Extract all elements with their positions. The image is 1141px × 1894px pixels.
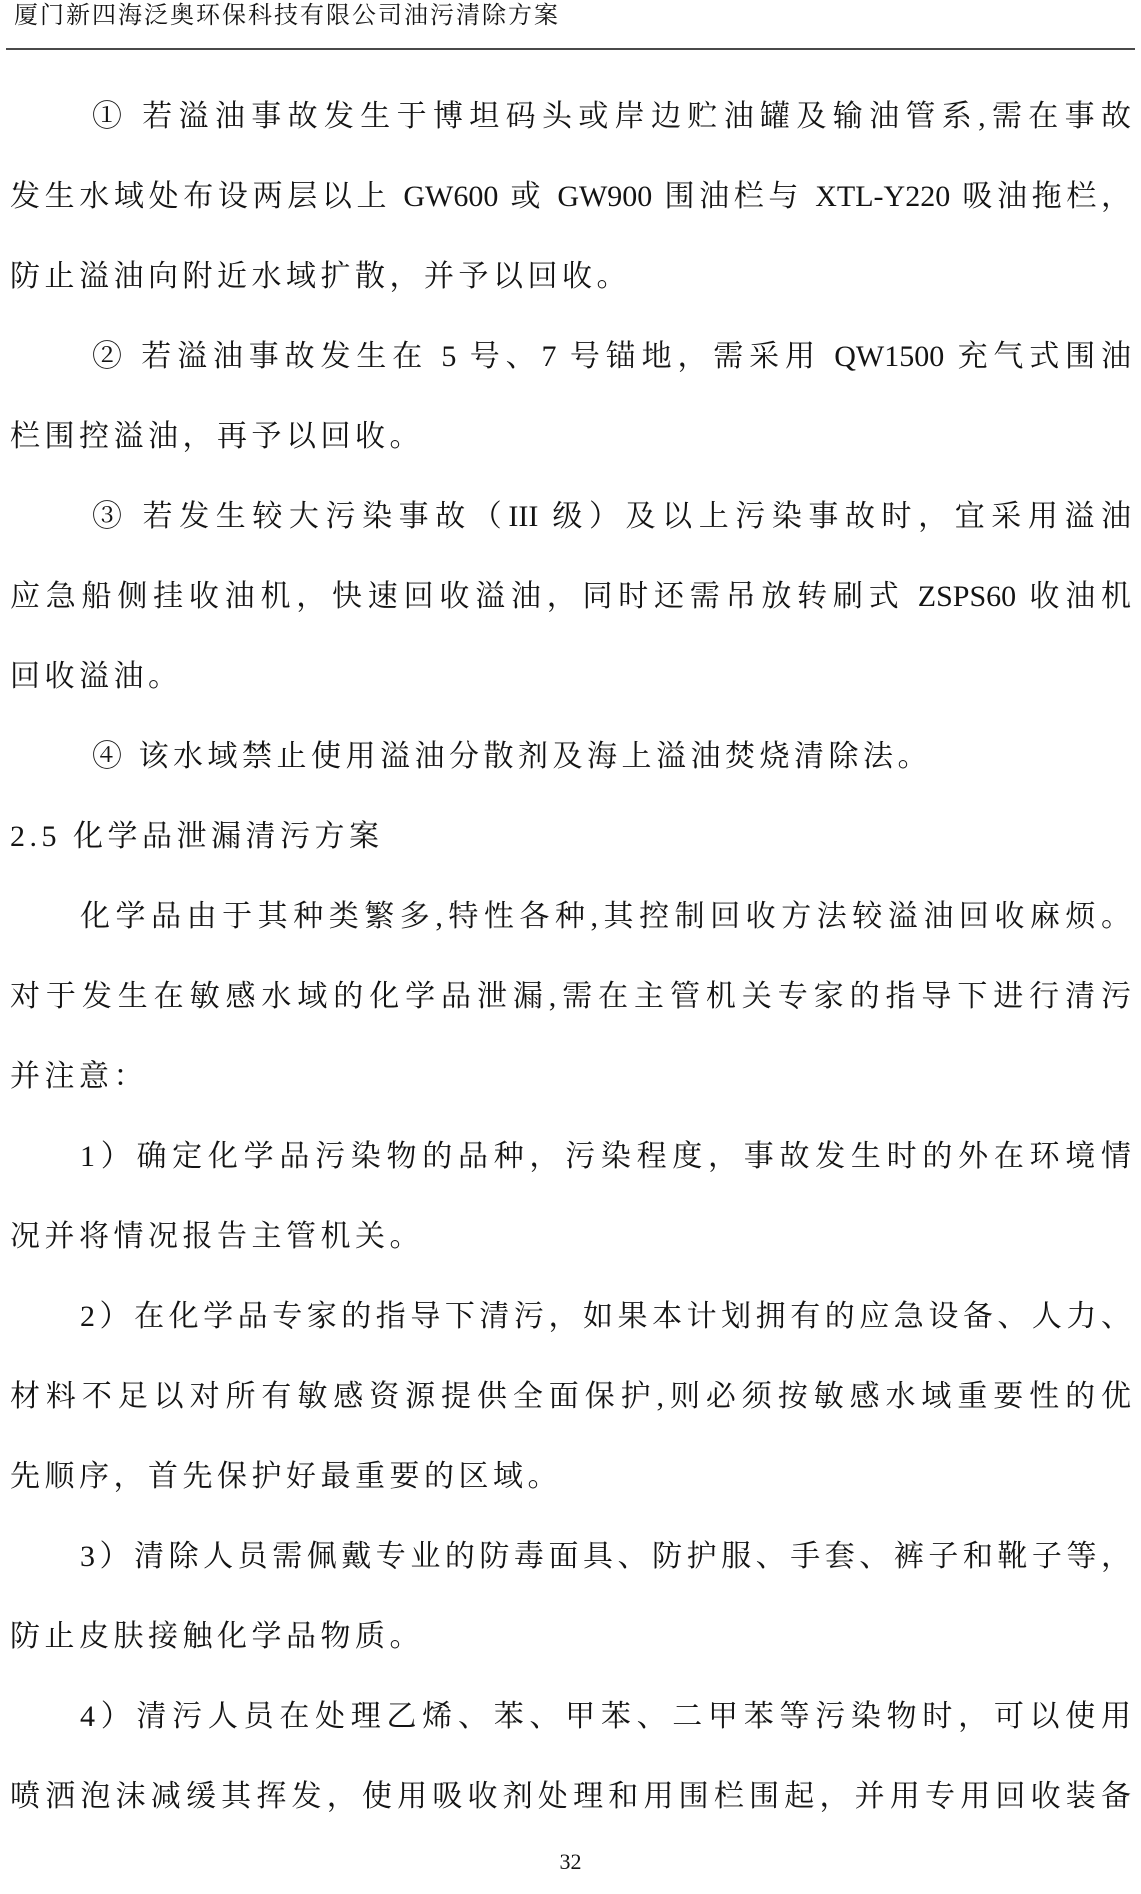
paragraph xyxy=(10,717,1131,797)
paragraph-line: 防止溢油向附近水域扩散，并予以回收。 xyxy=(10,260,631,293)
paragraph-line: 对于发生在敏感水域的化学品泄漏,需在主管机关专家的指导下进行清污 xyxy=(10,980,1131,1013)
paragraph-line: ③ 若发生较大污染事故（III 级）及以上污染事故时，宜采用溢油 xyxy=(92,500,1131,533)
paragraph-line: 先顺序，首先保护好最重要的区域。 xyxy=(10,1460,562,1493)
paragraph-line: 材料不足以对所有敏感资源提供全面保护,则必须按敏感水域重要性的优 xyxy=(10,1380,1131,1413)
document-header: 厦门新四海泛奥环保科技有限公司油污清除方案 xyxy=(14,3,560,29)
section-heading: 2.5 化学品泄漏清污方案 xyxy=(10,820,384,853)
paragraph-line: 况并将情况报告主管机关。 xyxy=(10,1220,424,1253)
paragraph-line: 发生水域处布设两层以上 GW600 或 GW900 围油栏与 XTL-Y220 吸油拖栏， xyxy=(10,180,1131,213)
paragraph-line: 栏围控溢油，再予以回收。 xyxy=(10,420,424,453)
paragraph-line: ④ 该水域禁止使用溢油分散剂及海上溢油焚烧清除法。 xyxy=(92,740,932,773)
paragraph xyxy=(10,1277,1131,1517)
paragraph-line: 应急船侧挂收油机，快速回收溢油，同时还需吊放转刷式 ZSPS60 收油机 xyxy=(10,580,1131,613)
document-body xyxy=(10,77,1131,1837)
page-number: 32 xyxy=(559,1849,582,1874)
paragraph xyxy=(10,317,1131,477)
header-rule xyxy=(6,48,1135,50)
paragraph-line: 防止皮肤接触化学品物质。 xyxy=(10,1620,424,1653)
paragraph-line: ① 若溢油事故发生于博坦码头或岸边贮油罐及输油管系,需在事故 xyxy=(92,100,1131,133)
paragraph-line: 并注意： xyxy=(10,1060,148,1093)
paragraph xyxy=(10,1677,1131,1837)
paragraph-line: 化学品由于其种类繁多,特性各种,其控制回收方法较溢油回收麻烦。 xyxy=(80,900,1131,933)
paragraph xyxy=(10,477,1131,717)
paragraph-line: 4）清污人员在处理乙烯、苯、甲苯、二甲苯等污染物时，可以使用 xyxy=(80,1700,1131,1733)
paragraph-line: ② 若溢油事故发生在 5 号、7 号锚地，需采用 QW1500 充气式围油 xyxy=(92,340,1131,373)
paragraph-line: 回收溢油。 xyxy=(10,660,183,693)
paragraph xyxy=(10,877,1131,1117)
paragraph xyxy=(10,1517,1131,1677)
paragraph-line: 2）在化学品专家的指导下清污，如果本计划拥有的应急设备、人力、 xyxy=(80,1300,1131,1333)
paragraph-line: 喷洒泡沫减缓其挥发，使用吸收剂处理和用围栏围起，并用专用回收装备 xyxy=(10,1780,1131,1813)
paragraph xyxy=(10,77,1131,317)
paragraph-line: 1）确定化学品污染物的品种，污染程度，事故发生时的外在环境情 xyxy=(80,1140,1131,1173)
paragraph xyxy=(10,1117,1131,1277)
paragraph-line: 3）清除人员需佩戴专业的防毒面具、防护服、手套、裤子和靴子等， xyxy=(80,1540,1131,1573)
